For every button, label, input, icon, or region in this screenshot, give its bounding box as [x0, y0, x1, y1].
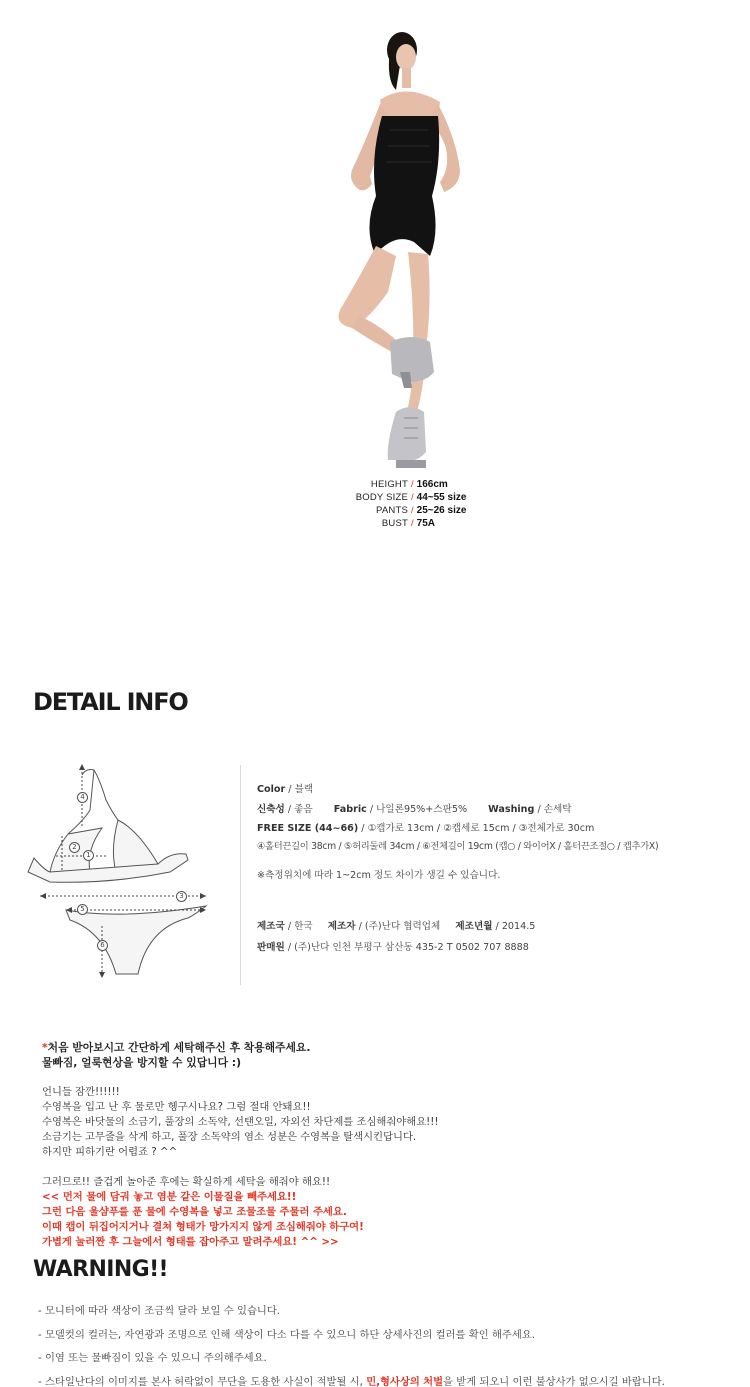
diagram-num-1: 1	[83, 850, 94, 861]
spec-pants-label: PANTS	[376, 505, 408, 516]
seller-row: 판매원 / (주)난다 인천 부평구 삼산동 435-2 T 0502 707 8888	[257, 942, 529, 953]
warning-title: WARNING!!	[33, 1257, 168, 1282]
diagram-num-2: 2	[69, 842, 80, 853]
size-row: FREE SIZE (44~66) / ①캡가로 13cm / ②캡세로 15cm / ③전체가로 30cm	[257, 823, 595, 834]
detail-divider	[240, 765, 241, 985]
spec-body-size-label: BODY SIZE	[355, 492, 408, 503]
notice-red-line: << 먼저 물에 담궈 놓고 염분 같은 이물질을 빼주세요!!	[42, 1191, 297, 1203]
warning-red-2: 처벌	[423, 1375, 444, 1387]
spec-body-size-value: 44~55 size	[416, 492, 467, 503]
notice-title-1: *처음 받아보시고 간단하게 세탁해주신 후 착용해주세요.	[42, 1041, 311, 1054]
warning-list	[38, 1302, 743, 1387]
washing-value: 손세탁	[543, 803, 572, 815]
color-row: Color / 블랙	[257, 784, 314, 795]
model-photo	[300, 20, 460, 475]
fabric-label: Fabric	[333, 803, 367, 815]
washing-notice	[42, 1040, 722, 1250]
diagram-num-6: 6	[97, 940, 108, 951]
maker-label: 제조자	[327, 921, 356, 932]
notice-red-line: 가볍게 눌러짠 후 그늘에서 형태를 잡아주고 말려주세요! ^^ >>	[42, 1236, 339, 1248]
spec-height-value: 166cm	[416, 479, 448, 490]
diagram-num-5: 5	[77, 904, 88, 915]
notice-line: 언니들 잠깐!!!!!!	[42, 1086, 120, 1098]
stretch-label: 신축성	[257, 803, 285, 815]
warning-item: - 모델컷의 컬러는, 자연광과 조명으로 인해 색상이 다소 다를 수 있으니 하단 상세사진의 컬러를 확인 해주세요.	[38, 1328, 536, 1341]
material-row: 신축성 / 좋음 Fabric / 나일론95%+스판5% Washing / 손세탁	[257, 803, 572, 815]
notice-title-2: 물빠짐, 얼룩현상을 방지할 수 있답니다 :)	[42, 1056, 242, 1069]
date-value: 2014.5	[501, 921, 536, 932]
country-value: 한국	[294, 921, 313, 932]
maker-info	[257, 916, 737, 958]
notice-line: 수영복은 바닷물의 소금기, 풀장의 소독약, 선탠오일, 자외선 차단제를 조심해줘야해요!!!	[42, 1116, 439, 1128]
fabric-value: 나일론95%+스판5%	[376, 803, 468, 815]
diagram-num-4: 4	[77, 792, 88, 803]
notice-line: 수영복을 입고 난 후 물로만 헹구시나요? 그럼 절대 안돼요!!	[42, 1101, 311, 1113]
notice-paragraph-1	[42, 1085, 722, 1160]
washing-label: Washing	[488, 803, 535, 815]
size-line-2: ④홀터끈길이 38cm / ⑤허리둘레 34cm / ⑥전체길이 19cm (캡○ / 와이어X / 홀터끈조절○ / 캡추가X)	[257, 840, 659, 852]
size-row-2	[257, 839, 747, 854]
notice-line: 소금기는 고무줄을 삭게 하고, 풀장 소독약의 염소 성분은 수영복을 탈색시킨답니다.	[42, 1131, 417, 1143]
notice-red-line: 그런 다음 울샴푸를 푼 물에 수영복을 넣고 조물조물 주물러 주세요.	[42, 1206, 347, 1218]
size-diagram	[20, 760, 238, 985]
spec-pants: PANTS / 25~26 size	[300, 504, 500, 517]
stretch-value: 좋음	[294, 803, 313, 815]
spec-bust-label: BUST	[381, 518, 408, 529]
seller-label: 판매원	[257, 942, 285, 953]
spec-body-size: BODY SIZE / 44~55 size	[300, 491, 500, 504]
spec-pants-value: 25~26 size	[416, 505, 467, 516]
diagram-num-3: 3	[176, 891, 187, 902]
maker-row: 제조국 / 한국 제조자 / (주)난다 협력업체 제조년월 / 2014.5	[257, 921, 536, 932]
notice-line: 하지만 피하기란 어렵죠 ? ^^	[42, 1146, 178, 1158]
seller-value: (주)난다 인천 부평구 삼산동 435-2 T 0502 707 8888	[294, 942, 529, 953]
maker-value: (주)난다 협력업체	[364, 921, 441, 932]
date-label: 제조년월	[455, 921, 493, 932]
spec-bust: BUST / 75A	[300, 517, 500, 530]
model-spec	[300, 478, 500, 530]
warning-item-copyright: - 스타일난다의 이미지를 본사 허락없이 무단을 도용한 사실이 적발될 시, 민,형사상의 처벌을 받게 되오니 이런 불상사가 없으시길 바랍니다.	[38, 1375, 665, 1387]
color-label: Color	[257, 784, 286, 795]
detail-info-title: DETAIL INFO	[33, 688, 188, 716]
notice-red-line: 이때 캡이 뒤집어지거나 결쳐 형태가 망가지지 않게 조심해줘야 하구여!	[42, 1221, 364, 1233]
color-value: 블랙	[294, 784, 314, 795]
warning-item: - 이염 또는 물빠짐이 있을 수 있으니 주의해주세요.	[38, 1352, 267, 1364]
size-line-1: ①캡가로 13cm / ②캡세로 15cm / ③전체가로 30cm	[367, 823, 595, 834]
warning-item: - 모니터에 따라 색상이 조금씩 달라 보일 수 있습니다.	[38, 1305, 281, 1317]
notice-line: 그러므로!! 즐겁게 놀아준 후에는 확실하게 세탁을 해줘야 해요!!	[42, 1176, 331, 1188]
spec-bust-value: 75A	[416, 518, 435, 529]
size-label: FREE SIZE (44~66)	[257, 823, 359, 834]
detail-specs	[257, 780, 747, 885]
measure-note: ※측정위치에 따라 1~2cm 정도 차이가 생길 수 있습니다.	[257, 869, 501, 881]
country-label: 제조국	[257, 921, 285, 932]
notice-paragraph-2	[42, 1175, 722, 1250]
measure-note-row	[257, 866, 747, 886]
spec-height: HEIGHT / 166cm	[300, 478, 500, 491]
warning-red-1: 민,형사상의	[366, 1375, 420, 1387]
spec-height-label: HEIGHT	[370, 479, 408, 490]
